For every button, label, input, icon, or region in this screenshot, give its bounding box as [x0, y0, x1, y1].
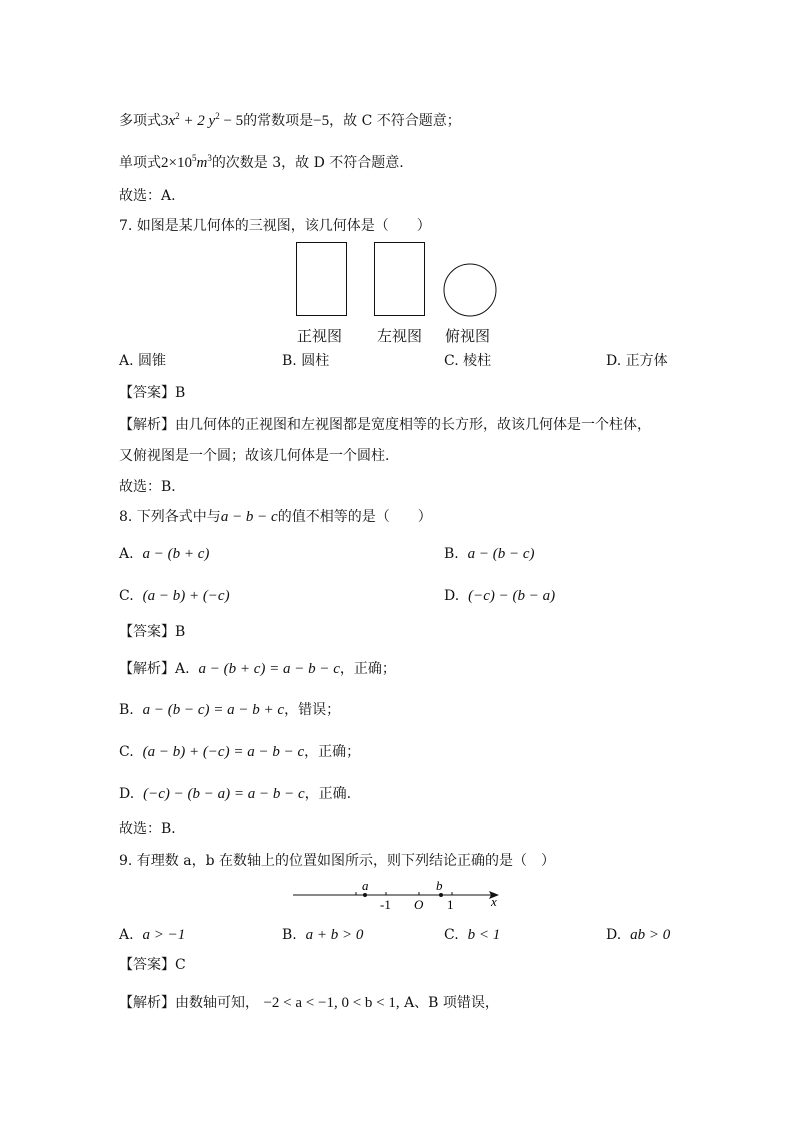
front-view-label: 正视图 — [297, 327, 343, 345]
text: 的值不相等的是（ ） — [277, 509, 432, 525]
math: a − (b − c) — [467, 546, 535, 562]
label-origin: O — [414, 897, 424, 912]
math: (a − b) + (−c) — [142, 588, 230, 604]
q8-stem — [119, 508, 432, 526]
math: a − (b + c) — [142, 546, 210, 562]
analysis-text: 由数轴可知， — [175, 995, 259, 1011]
top-view-circle — [444, 264, 496, 316]
q7-analysis-cont: 又俯视图是一个圆；故该几何体是一个圆柱. — [119, 448, 390, 464]
math: 2×10 — [161, 155, 192, 171]
point-a — [363, 893, 367, 897]
math: a − (b + c) = a − b − c — [198, 661, 340, 677]
text: 的常数项是 — [243, 113, 314, 129]
math: + 2 y — [179, 113, 216, 129]
q8-answer: 【答案】B — [119, 624, 186, 640]
q7-option-c: C. 棱柱 — [444, 353, 492, 369]
math: a > −1 — [142, 927, 186, 943]
q9-option-d — [606, 926, 670, 944]
math: (−c) − (b − a) = a − b − c — [143, 786, 305, 802]
text: ，故 C 不符合题意； — [329, 113, 461, 129]
math: − 5 — [219, 113, 244, 129]
math: b < 1 — [467, 927, 501, 943]
text: 的次数是 3，故 D 不符合题意. — [211, 155, 404, 171]
math: −5 — [313, 113, 330, 129]
q9-option-a — [119, 926, 185, 944]
text: ，正确； — [339, 661, 396, 677]
option-label: C. — [119, 744, 134, 760]
q8-conclusion: 故选：B． — [119, 821, 186, 837]
label-minus-one: -1 — [380, 897, 391, 912]
text: 单项式 — [119, 155, 161, 171]
option-label: A. — [119, 546, 134, 562]
math: a − b − c — [220, 509, 278, 525]
label-a: a — [362, 878, 369, 893]
q8-analysis-d — [119, 785, 351, 803]
polynomial-constant-line — [119, 107, 461, 130]
side-view-rectangle — [375, 243, 425, 316]
text: 8. 下列各式中与 — [119, 509, 221, 525]
analysis-label: 【解析】 — [119, 417, 175, 433]
exponent: 3 — [207, 153, 212, 163]
q7-stem: 7. 如图是某几何体的三视图，该几何体是（ ） — [119, 218, 431, 234]
q7-option-d: D. 正方体 — [606, 353, 668, 369]
q7-option-a: A. 圆锥 — [119, 353, 167, 369]
math: a − (b − c) = a − b + c — [142, 702, 285, 718]
q7-analysis — [119, 416, 651, 434]
option-label: A. — [175, 661, 190, 677]
analysis-label: 【解析】 — [119, 995, 175, 1011]
math: a + b > 0 — [305, 927, 364, 943]
math: ab > 0 — [630, 927, 671, 943]
q9-analysis — [119, 994, 499, 1012]
math: m — [196, 155, 208, 171]
option-label: B. — [282, 927, 297, 943]
option-label: A. — [119, 927, 134, 943]
q9-option-b — [282, 926, 363, 944]
q8-analysis-c — [119, 743, 360, 761]
option-label: C. — [444, 927, 459, 943]
q9-option-c — [444, 926, 500, 944]
point-b — [439, 893, 443, 897]
q7-answer: 【答案】B — [119, 385, 186, 401]
analysis-text: A、B 项错误， — [399, 995, 499, 1011]
label-one: 1 — [447, 897, 454, 912]
text: ，错误； — [284, 702, 341, 718]
option-label: B. — [444, 546, 459, 562]
label-b: b — [436, 878, 443, 893]
analysis-text: 由几何体的正视图和左视图都是宽度相等的长方形，故该几何体是一个柱体， — [175, 417, 651, 433]
q8-analysis-b — [119, 701, 340, 719]
text: ，正确； — [304, 744, 361, 760]
q9-stem: 9. 有理数 a，b 在数轴上的位置如图所示，则下列结论正确的是（ ） — [119, 853, 556, 869]
q8-option-b — [444, 545, 535, 563]
option-label: B. — [119, 702, 134, 718]
conclusion-line: 故选：A. — [119, 188, 176, 204]
number-line-figure — [288, 876, 508, 914]
math: (−c) − (b − a) — [468, 588, 556, 604]
option-label: D. — [119, 786, 135, 802]
q9-answer: 【答案】C — [119, 957, 186, 973]
math: 3x — [161, 113, 176, 129]
exponent: 2 — [175, 111, 180, 121]
label-x: x — [491, 894, 497, 909]
option-label: D. — [444, 588, 460, 604]
q8-option-d — [444, 587, 555, 605]
side-view-label: 左视图 — [377, 327, 423, 345]
exponent: 5 — [191, 153, 197, 163]
monomial-degree-line — [119, 149, 404, 172]
text: 多项式 — [119, 113, 161, 129]
q8-analysis-a — [119, 660, 396, 678]
top-view-label: 俯视图 — [445, 327, 491, 345]
option-label: C. — [119, 588, 134, 604]
math: (a − b) + (−c) = a − b − c — [142, 744, 305, 760]
analysis-label: 【解析】 — [119, 661, 175, 677]
option-label: D. — [606, 927, 622, 943]
exponent: 2 — [215, 111, 220, 121]
q7-option-b: B. 圆柱 — [282, 353, 330, 369]
math: −2 < a < −1, 0 < b < 1, — [263, 995, 400, 1011]
q7-conclusion: 故选：B． — [119, 479, 186, 495]
q8-option-c — [119, 587, 230, 605]
q8-option-a — [119, 545, 209, 563]
text: ，正确. — [304, 786, 352, 802]
front-view-rectangle — [297, 243, 347, 316]
